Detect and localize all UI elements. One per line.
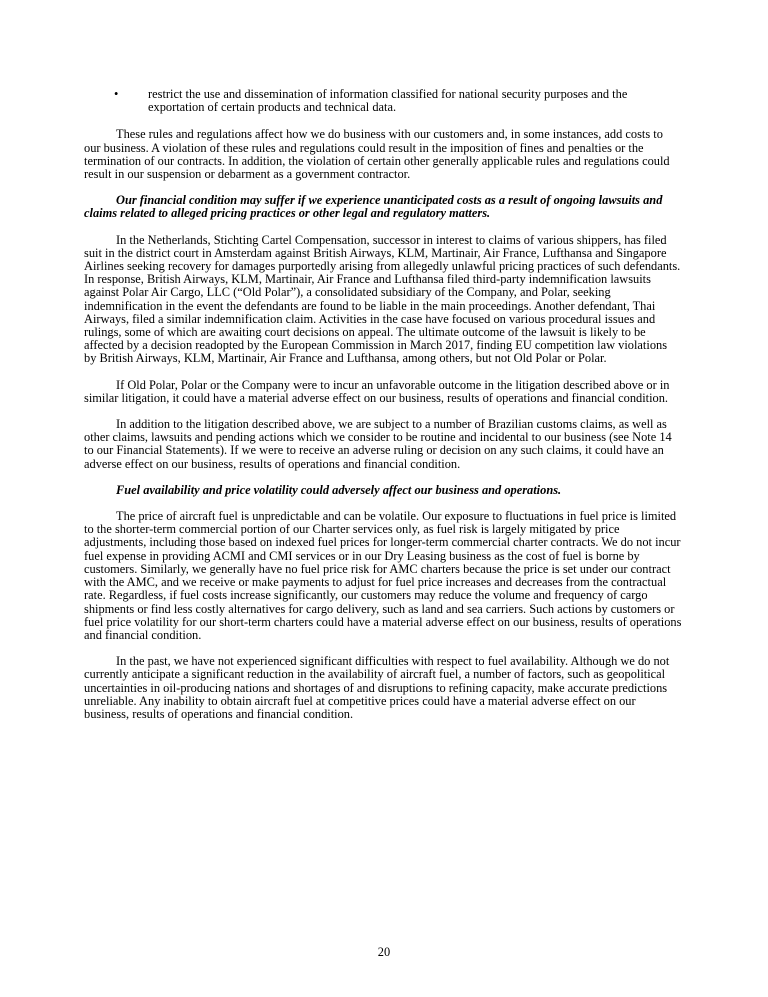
page-number: 20 [377,945,391,959]
body-paragraph: In the past, we have not experienced significant difficulties with respect to fuel availability. Although we do not currently anticipate a significant reduction in the availability of aircraft fuel, a number of factors, such as geopolitical uncertainties in oil-producing nations and shortages of and disruptions to refining capacity, make accurate predictions unreliable. Any inability to obtain aircraft fuel at competitive prices could have a material adverse effect on our business, results of operations and financial condition. [84,654,670,721]
body-paragraph: These rules and regulations affect how we do business with our customers and, in some instances, add costs to our business. A violation of these rules and regulations could result in the imposition of fines and penalties or the termination of our contracts. In addition, the violation of certain other generally applicable rules and regulations could result in our suspension or debarment as a government contractor. [84,127,670,182]
section-heading: Fuel availability and price volatility could adversely affect our business and operations. [116,482,562,497]
body-paragraph: In addition to the litigation described above, we are subject to a number of Brazilian customs claims, as well as other claims, lawsuits and pending actions which we consider to be routine and incidental to our business (see Note 14 to our Financial Statements). If we were to receive an adverse ruling or decision on any such claims, it could have an adverse effect on our business, results of operations and financial condition. [84,417,672,471]
bullet-item [84,88,682,114]
document-page [84,88,682,734]
body-paragraph: The price of aircraft fuel is unpredictable and can be volatile. Our exposure to fluctuations in fuel price is limited to the shorter-term commercial portion of our Charter services only, as fuel risk is largely mitigated by price adjustments, including those based on indexed fuel prices for longer-term commercial charter contracts. We do not incur fuel expense in providing ACMI and CMI services or in our Dry Leasing business as the cost of fuel is borne by customers. Similarly, we generally have no fuel price risk for AMC charters because the price is set under our contract with the AMC, and we receive or make payments to adjust for fuel price increases and decreases from the contractual rate. Regardless, if fuel costs increase significantly, our customers may reduce the volume and frequency of cargo shipments or find less costly alternatives for cargo delivery, such as land and sea carriers. Such actions by customers or fuel price volatility for our short-term charters could have a material adverse effect on our business, results of operations and financial condition. [84,509,682,642]
body-paragraph: If Old Polar, Polar or the Company were to incur an unfavorable outcome in the litigation described above or in similar litigation, it could have a material adverse effect on our business, results of operations and financial condition. [84,377,670,405]
body-paragraph: In the Netherlands, Stichting Cartel Compensation, successor in interest to claims of various shippers, has filed suit in the district court in Amsterdam against British Airways, KLM, Martinair, Air France, Lufthansa and Singapore Airlines seeking recovery for damages purportedly arising from allegedly unlawful pricing practices of such defendants. In response, British Airways, KLM, Martinair, Air France and Lufthansa filed third-party indemnification lawsuits against Polar Air Cargo, LLC (“Old Polar”), a consolidated subsidiary of the Company, and Polar, seeking indemnification in the event the defendants are found to be liable in the main proceedings. Another defendant, Thai Airways, filed a similar indemnification claim. Activities in the case have focused on various procedural issues and rulings, some of which are awaiting court decisions on appeal. The ultimate outcome of the lawsuit is likely to be affected by a decision readopted by the European Commission in March 2017, finding EU competition law violations by British Airways, KLM, Martinair, Air France and Lufthansa, among others, but not Old Polar or Polar. [84,232,681,366]
bullet-marker: • [114,87,119,101]
bullet-text: restrict the use and dissemination of information classified for national security purposes and the exportation of certain products and technical data. [148,87,628,115]
section-heading: Our financial condition may suffer if we experience unanticipated costs as a result of ongoing lawsuits and claims related to alleged pricing practices or other legal and regulatory matters. [84,193,663,221]
